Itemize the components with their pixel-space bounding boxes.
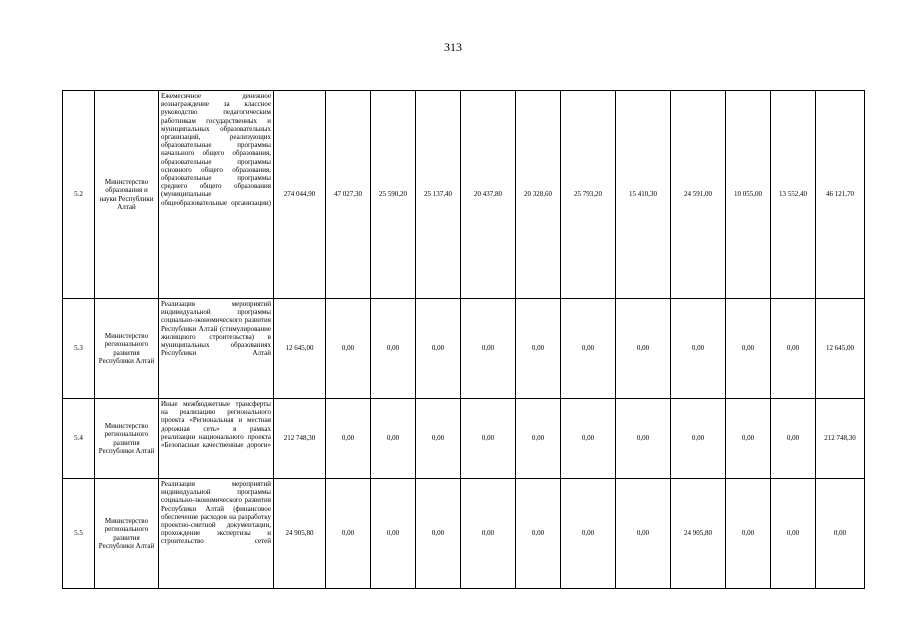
budget-table bbox=[62, 90, 865, 589]
organization-cell: Министерство регионального развития Республики Алтай bbox=[95, 399, 159, 479]
value-cell: 0,00 bbox=[461, 299, 516, 399]
row-number: 5.3 bbox=[63, 299, 95, 399]
value-cell: 0,00 bbox=[771, 399, 816, 479]
value-cell: 0,00 bbox=[561, 399, 616, 479]
value-cell: 0,00 bbox=[726, 399, 771, 479]
value-cell: 0,00 bbox=[416, 399, 461, 479]
value-cell: 13 552,40 bbox=[771, 91, 816, 299]
value-cell: 0,00 bbox=[671, 299, 726, 399]
value-cell: 24 905,80 bbox=[274, 479, 326, 589]
value-cell: 10 055,00 bbox=[726, 91, 771, 299]
value-cell: 0,00 bbox=[726, 299, 771, 399]
value-cell: 0,00 bbox=[726, 479, 771, 589]
organization-cell: Министерство регионального развития Республики Алтай bbox=[95, 479, 159, 589]
table-row bbox=[63, 399, 865, 479]
value-cell: 0,00 bbox=[671, 399, 726, 479]
value-cell: 0,00 bbox=[771, 479, 816, 589]
value-cell: 0,00 bbox=[326, 299, 371, 399]
value-cell: 212 748,30 bbox=[816, 399, 865, 479]
value-cell: 0,00 bbox=[816, 479, 865, 589]
value-cell: 0,00 bbox=[616, 399, 671, 479]
value-cell: 212 748,30 bbox=[274, 399, 326, 479]
value-cell: 0,00 bbox=[616, 299, 671, 399]
value-cell: 20 328,60 bbox=[516, 91, 561, 299]
description-cell: Реализация мероприятий индивидуальной программы социально-экономического развития Республики Алтай (стимулирование жилищного строительства) в муниципальных образованиях Республики Алтай bbox=[159, 299, 274, 399]
value-cell: 274 044,90 bbox=[274, 91, 326, 299]
description-cell: Реализация мероприятий индивидуальной программы социально-экономического развития Республики Алтай (финансовое обеспечение расходов на разработку проектно-сметной документации, прохождение экспертизы и строительство сетей bbox=[159, 479, 274, 589]
value-cell: 0,00 bbox=[416, 479, 461, 589]
table-row bbox=[63, 479, 865, 589]
value-cell: 0,00 bbox=[461, 479, 516, 589]
page-number: 313 bbox=[444, 40, 462, 54]
table-row bbox=[63, 299, 865, 399]
value-cell: 0,00 bbox=[326, 479, 371, 589]
value-cell: 0,00 bbox=[561, 479, 616, 589]
value-cell: 46 121,70 bbox=[816, 91, 865, 299]
value-cell: 12 645,00 bbox=[274, 299, 326, 399]
value-cell: 15 410,30 bbox=[616, 91, 671, 299]
value-cell: 47 027,30 bbox=[326, 91, 371, 299]
row-number: 5.4 bbox=[63, 399, 95, 479]
row-number: 5.2 bbox=[63, 91, 95, 299]
value-cell: 0,00 bbox=[371, 399, 416, 479]
value-cell: 12 645,00 bbox=[816, 299, 865, 399]
organization-cell: Министерство регионального развития Республики Алтай bbox=[95, 299, 159, 399]
value-cell: 0,00 bbox=[416, 299, 461, 399]
description-cell: Иные межбюджетные трансферты на реализацию регионального проекта «Региональная и местная дорожная сеть» в рамках реализации национального проекта «Безопасные качественные дороги» bbox=[159, 399, 274, 479]
value-cell: 24 905,80 bbox=[671, 479, 726, 589]
value-cell: 20 437,80 bbox=[461, 91, 516, 299]
value-cell: 0,00 bbox=[371, 479, 416, 589]
value-cell: 0,00 bbox=[616, 479, 671, 589]
value-cell: 0,00 bbox=[371, 299, 416, 399]
value-cell: 0,00 bbox=[516, 399, 561, 479]
row-number: 5.5 bbox=[63, 479, 95, 589]
value-cell: 0,00 bbox=[561, 299, 616, 399]
value-cell: 0,00 bbox=[771, 299, 816, 399]
value-cell: 0,00 bbox=[326, 399, 371, 479]
value-cell: 0,00 bbox=[516, 479, 561, 589]
value-cell: 25 590,20 bbox=[371, 91, 416, 299]
value-cell: 0,00 bbox=[461, 399, 516, 479]
table-row bbox=[63, 91, 865, 299]
description-cell: Ежемесячное денежное вознаграждение за классное руководство педагогическим работникам государственных и муниципальных образовательных организаций, реализующих образовательные программы начального общего образования, образовательные программы основного общего образования, образовательные программы среднего общего образования (муниципальные общеобразовательные организации) bbox=[159, 91, 274, 299]
value-cell: 25 137,40 bbox=[416, 91, 461, 299]
value-cell: 0,00 bbox=[516, 299, 561, 399]
organization-cell: Министерство образования и науки Республики Алтай bbox=[95, 91, 159, 299]
value-cell: 24 591,00 bbox=[671, 91, 726, 299]
value-cell: 25 793,20 bbox=[561, 91, 616, 299]
